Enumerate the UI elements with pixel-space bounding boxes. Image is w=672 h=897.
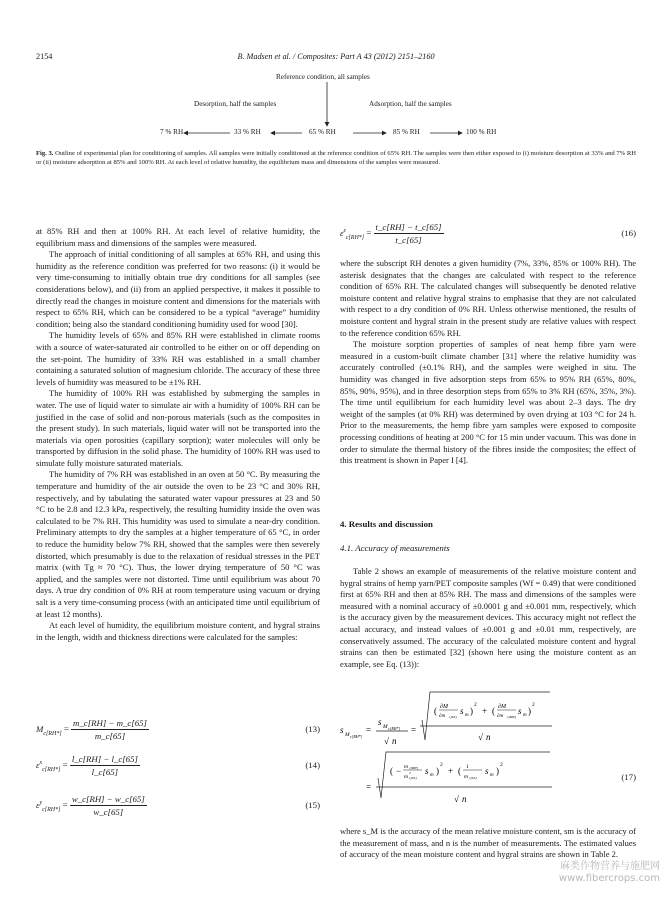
reference-label: Reference condition, all samples — [276, 73, 370, 81]
caption-text: Outline of experimental plan for conditioning of samples. All samples were initially conditioned at the reference condition of 65% RH. The samples were then either exposed to (i) moisture desorption at 33% and 7% RH or (ii) moisture adsorption at 85% and 100% RH. At each level of relative humidity, the equilibrium mass and dimensions of the samples were measured. — [36, 150, 636, 167]
eq14-lhs: $\varepsilon^x_{c[RH*]}$ — [36, 759, 61, 773]
svg-text:): ) — [496, 766, 499, 776]
svg-text:(: ( — [492, 706, 495, 716]
svg-text:=: = — [411, 725, 417, 735]
svg-text:m: m — [490, 773, 494, 778]
figure-3 — [36, 70, 636, 142]
svg-text:∂M: ∂M — [498, 704, 506, 710]
equation-14: $\varepsilon^x_{c[RH*]}$ = $\frac{l\_c[RH] - l\_c[65]}{l\_c[65]}$ (14) — [36, 754, 320, 777]
svg-text:c[RH*]: c[RH*] — [350, 734, 363, 739]
equation-15: $\varepsilon^y_{c[RH*]}$ = $\frac{w\_c[RH] - w\_c[65]}{w\_c[65]}$ (15) — [36, 794, 320, 817]
svg-text:m: m — [404, 764, 408, 770]
svg-text:1: 1 — [466, 764, 469, 770]
svg-text:M: M — [383, 724, 388, 730]
svg-text:+: + — [482, 706, 488, 716]
watermark-line-1: 麻类作物营养与施肥网 — [560, 861, 660, 872]
svg-text:m: m — [404, 774, 408, 780]
svg-text:s: s — [460, 706, 464, 716]
paragraph: at 85% RH and then at 100% RH. At each level of relative humidity, the equilibrium mass and dimensions of the samples were measured. — [36, 226, 320, 248]
svg-text:∂m: ∂m — [439, 714, 446, 719]
svg-text:c[65]: c[65] — [409, 776, 417, 780]
eq17-number: (17) — [621, 772, 636, 782]
svg-text:c[65]: c[65] — [469, 776, 477, 780]
eq16-lhs: $\varepsilon^z_{c[RH*]}$ — [340, 227, 365, 241]
svg-text:(: ( — [458, 766, 461, 776]
left-column — [36, 226, 320, 643]
svg-text:m: m — [464, 774, 468, 780]
svg-text:+: + — [448, 766, 454, 776]
svg-text:c[RH]: c[RH] — [409, 766, 418, 770]
right-column-text-1 — [340, 258, 636, 467]
paragraph: The approach of initial conditioning of all samples at 65% RH, and using this humidity as the reference condition was preferred for two reasons: (i) it would be very time-consuming to initially obtain true dry conditions for all samples (see considerations below), and (ii) from an applied perspective, it makes it possible to directly read the changes in moisture content and dimensions for the materials with respect to 65% RH, which can be considered to be a typical “average” humidity condition; being also the standard conditioning humidity used for wood [30]. — [36, 249, 320, 329]
accuracy-paragraph — [340, 566, 636, 670]
eq17-formula — [340, 680, 636, 820]
svg-text:n: n — [486, 732, 491, 742]
page-number: 2154 — [36, 52, 53, 61]
svg-text:2: 2 — [409, 771, 411, 775]
running-title: B. Madsen et al. / Composites: Part A 43 (2012) 2151–2160 — [237, 52, 435, 61]
svg-text:√: √ — [478, 732, 483, 742]
subsection-heading: 4.1. Accuracy of measurements — [340, 543, 450, 553]
desorption-label: Desorption, half the samples — [194, 100, 277, 108]
svg-text:=: = — [366, 725, 372, 735]
svg-text:n: n — [392, 736, 397, 746]
rh-level-33: 33 % RH — [234, 128, 261, 136]
eq14-fraction: $\frac{l\_c[RH] - l\_c[65]}{l\_c[65]}$ — [71, 754, 138, 777]
svg-text:∂M: ∂M — [440, 704, 448, 710]
svg-text:c[RH*]: c[RH*] — [388, 726, 401, 731]
caption-label: Fig. 3. — [36, 150, 54, 157]
svg-text:m: m — [430, 773, 434, 778]
svg-text:c[RH]: c[RH] — [507, 715, 516, 719]
svg-text:): ) — [470, 706, 473, 716]
svg-text:c[65]: c[65] — [449, 715, 457, 719]
paragraph: Table 2 shows an example of measurements of the relative moisture content and hygral strains of hemp yarn/PET composite samples (Wf = 0.49) that were conditioned first at 65% RH and then at 85% RH. The mass and dimensions of the samples were measured with a nominal accuracy of ±0.0001 g and ±0.001 mm, respectively, which is the accuracy given by the measurement devices. This accuracy might not reflect the actual accuracy, and instead values of ±0.001 g and ±0.01 mm, respectively, are conservatively assumed. The accuracy of the calculated moisture content and hygral strains can then be estimated [32] (shown here using the moisture content as an example, see Eq. (13)): — [340, 566, 636, 669]
adsorption-label: Adsorption, half the samples — [369, 100, 452, 108]
paragraph: The humidity of 100% RH was established by submerging the samples in water. The use of liquid water to simulate air with a humidity of 100% RH can be justified in the case of solid and non-porous materials (such as the composites in the present study). In such materials, liquid water will not be transported into the materials via open porosities (capillary sorption); water molecules will only be transported by diffusion in the solid phase. The humidity of 100% RH was used to simulate fully moisture saturated materials. — [36, 388, 320, 468]
svg-text:M: M — [345, 732, 350, 738]
eq16-number: (16) — [621, 228, 636, 238]
eq16-fraction: $\frac{t\_c[RH] - t\_c[65]}{t\_c[65]}$ — [375, 222, 442, 245]
rh-level-65: 65 % RH — [309, 128, 336, 136]
svg-text:−: − — [396, 766, 402, 776]
rh-level-7: 7 % RH — [160, 128, 184, 136]
svg-text:s: s — [425, 766, 429, 776]
watermark — [559, 861, 660, 885]
svg-text:(: ( — [390, 766, 393, 776]
final-paragraph — [340, 826, 636, 861]
section-heading: 4. Results and discussion — [340, 519, 433, 529]
svg-text:(: ( — [434, 706, 437, 716]
eq15-lhs: $\varepsilon^y_{c[RH*]}$ — [36, 799, 61, 813]
svg-text:s: s — [518, 706, 522, 716]
eq14-number: (14) — [305, 760, 320, 770]
paragraph: The moisture sorption properties of samples of neat hemp fibre yarn were measured in a custom-built climate chamber [31] where the relative humidity was accurately controlled (±0.1% RH), and the samples were weighed in situ. The humidity was changed in five adsorption steps from 65% to 95% RH (65%, 80%, 85%, 90%, 95%), and in three desorption steps from 65% to 3% RH (65%, 35%, 3%). The time until equilibrium for each humidity level was about 2–3 days. The dry weight of the samples (at 0% RH) was determined by oven drying at 103 °C for 24 h. Prior to the measurements, the hemp fibre yarn samples were exposed to composite processing conditions of heating at 200 °C for 15 min under vacuum. This was done in order to simulate the thermal history of the fibres inside the composites; the effect of this treatment is shown in Paper I [4]. — [340, 339, 636, 466]
paragraph: where the subscript RH denotes a given humidity (7%, 33%, 85% or 100% RH). The asterisk designates that the changes are calculated with respect to the reference condition of 65% RH. The calculated changes will subsequently be denoted relative moisture content and relative hygral strains to emphasise that they are not calculated with respect to a dry condition of 0% RH. Unless otherwise mentioned, the results of moisture content and hygral strain in the present study are relative values with respect to the reference condition 65% RH. — [340, 258, 636, 338]
eq13-lhs: $M_{c[RH*]}$ — [36, 723, 62, 737]
paragraph: The humidity of 7% RH was established in an oven at 50 °C. By measuring the temperature and humidity of the air outside the oven to be 23 °C and 30% RH, respectively, and by tabulating the saturated water vapour pressures at 23 and 50 °C to be 2.8 and 12.3 kPa, respectively, the resulting humidity inside the oven was calculated to be 7% RH. This humidity was used to simulate a near-dry condition. Preliminary attempts to dry the samples at a higher temperature of 65 °C, in order to reduce the humidity below 7% RH, showed that the samples were then severely distorted, which presumably is due to the relaxation of residual stresses in the PET matrix (with Tg ≈ 70 °C). Thus, the lower drying temperature of 50 °C was applied, and the samples were not distorted. Time until equilibrium was about 70 days. A true dry condition of 0% RH at room temperature using vacuum or drying salt is a very time-consuming process (with an anticipated time until equilibrium of at least 12 months). — [36, 469, 320, 619]
svg-text:2: 2 — [440, 762, 443, 768]
eq13-fraction: $\frac{m\_c[RH] - m\_c[65]}{m\_c[65]}$ — [73, 718, 147, 741]
svg-text:): ) — [436, 766, 439, 776]
equation-17 — [340, 680, 636, 820]
page-header — [36, 52, 636, 66]
svg-text:2: 2 — [532, 702, 535, 708]
eq15-fraction: $\frac{w\_c[RH] - w\_c[65]}{w\_c[65]}$ — [71, 794, 145, 817]
svg-text:√: √ — [384, 736, 389, 746]
watermark-line-2: www.fibercrops.com — [558, 873, 660, 884]
paragraph: The humidity levels of 65% and 85% RH were established in climate rooms with a source of water-saturated air controlled to be either on or off depending on the set-point. The humidity of 33% RH was established in a small chamber containing a saturated solution of magnesium chloride. The accuracy of these three levels of humidity was measured to be ±1% RH. — [36, 330, 320, 387]
svg-text:m: m — [465, 713, 469, 718]
eq15-number: (15) — [305, 800, 320, 810]
svg-text:2: 2 — [500, 762, 503, 768]
equation-16: $\varepsilon^z_{c[RH*]}$ = $\frac{t\_c[RH] - t\_c[65]}{t\_c[65]}$ (16) — [340, 222, 636, 245]
svg-text:=: = — [366, 782, 372, 792]
paragraph: At each level of humidity, the equilibrium moisture content, and hygral strains in the length, width and thickness directions were calculated for the samples: — [36, 620, 320, 642]
figure-caption — [36, 149, 636, 168]
svg-text:s: s — [485, 766, 489, 776]
svg-text:m: m — [523, 713, 527, 718]
svg-text:√: √ — [454, 794, 459, 804]
rh-level-85: 85 % RH — [393, 128, 420, 136]
svg-text:s: s — [378, 717, 382, 727]
paragraph: where s_M is the accuracy of the mean relative moisture content, sm is the accuracy of the measurement of mass, and n is the number of measurements. The estimated values of accuracy of the mean moisture content and hygral strains are shown in Table 2. — [340, 826, 636, 860]
eq13-number: (13) — [305, 724, 320, 734]
svg-text:n: n — [462, 794, 467, 804]
svg-text:s: s — [340, 725, 344, 735]
rh-level-100: 100 % RH — [466, 128, 497, 136]
equation-13: $M_{c[RH*]}$ = $\frac{m\_c[RH] - m\_c[65]}{m\_c[65]}$ (13) — [36, 718, 320, 741]
svg-text:2: 2 — [474, 702, 477, 708]
svg-text:): ) — [528, 706, 531, 716]
svg-text:∂m: ∂m — [497, 714, 504, 719]
